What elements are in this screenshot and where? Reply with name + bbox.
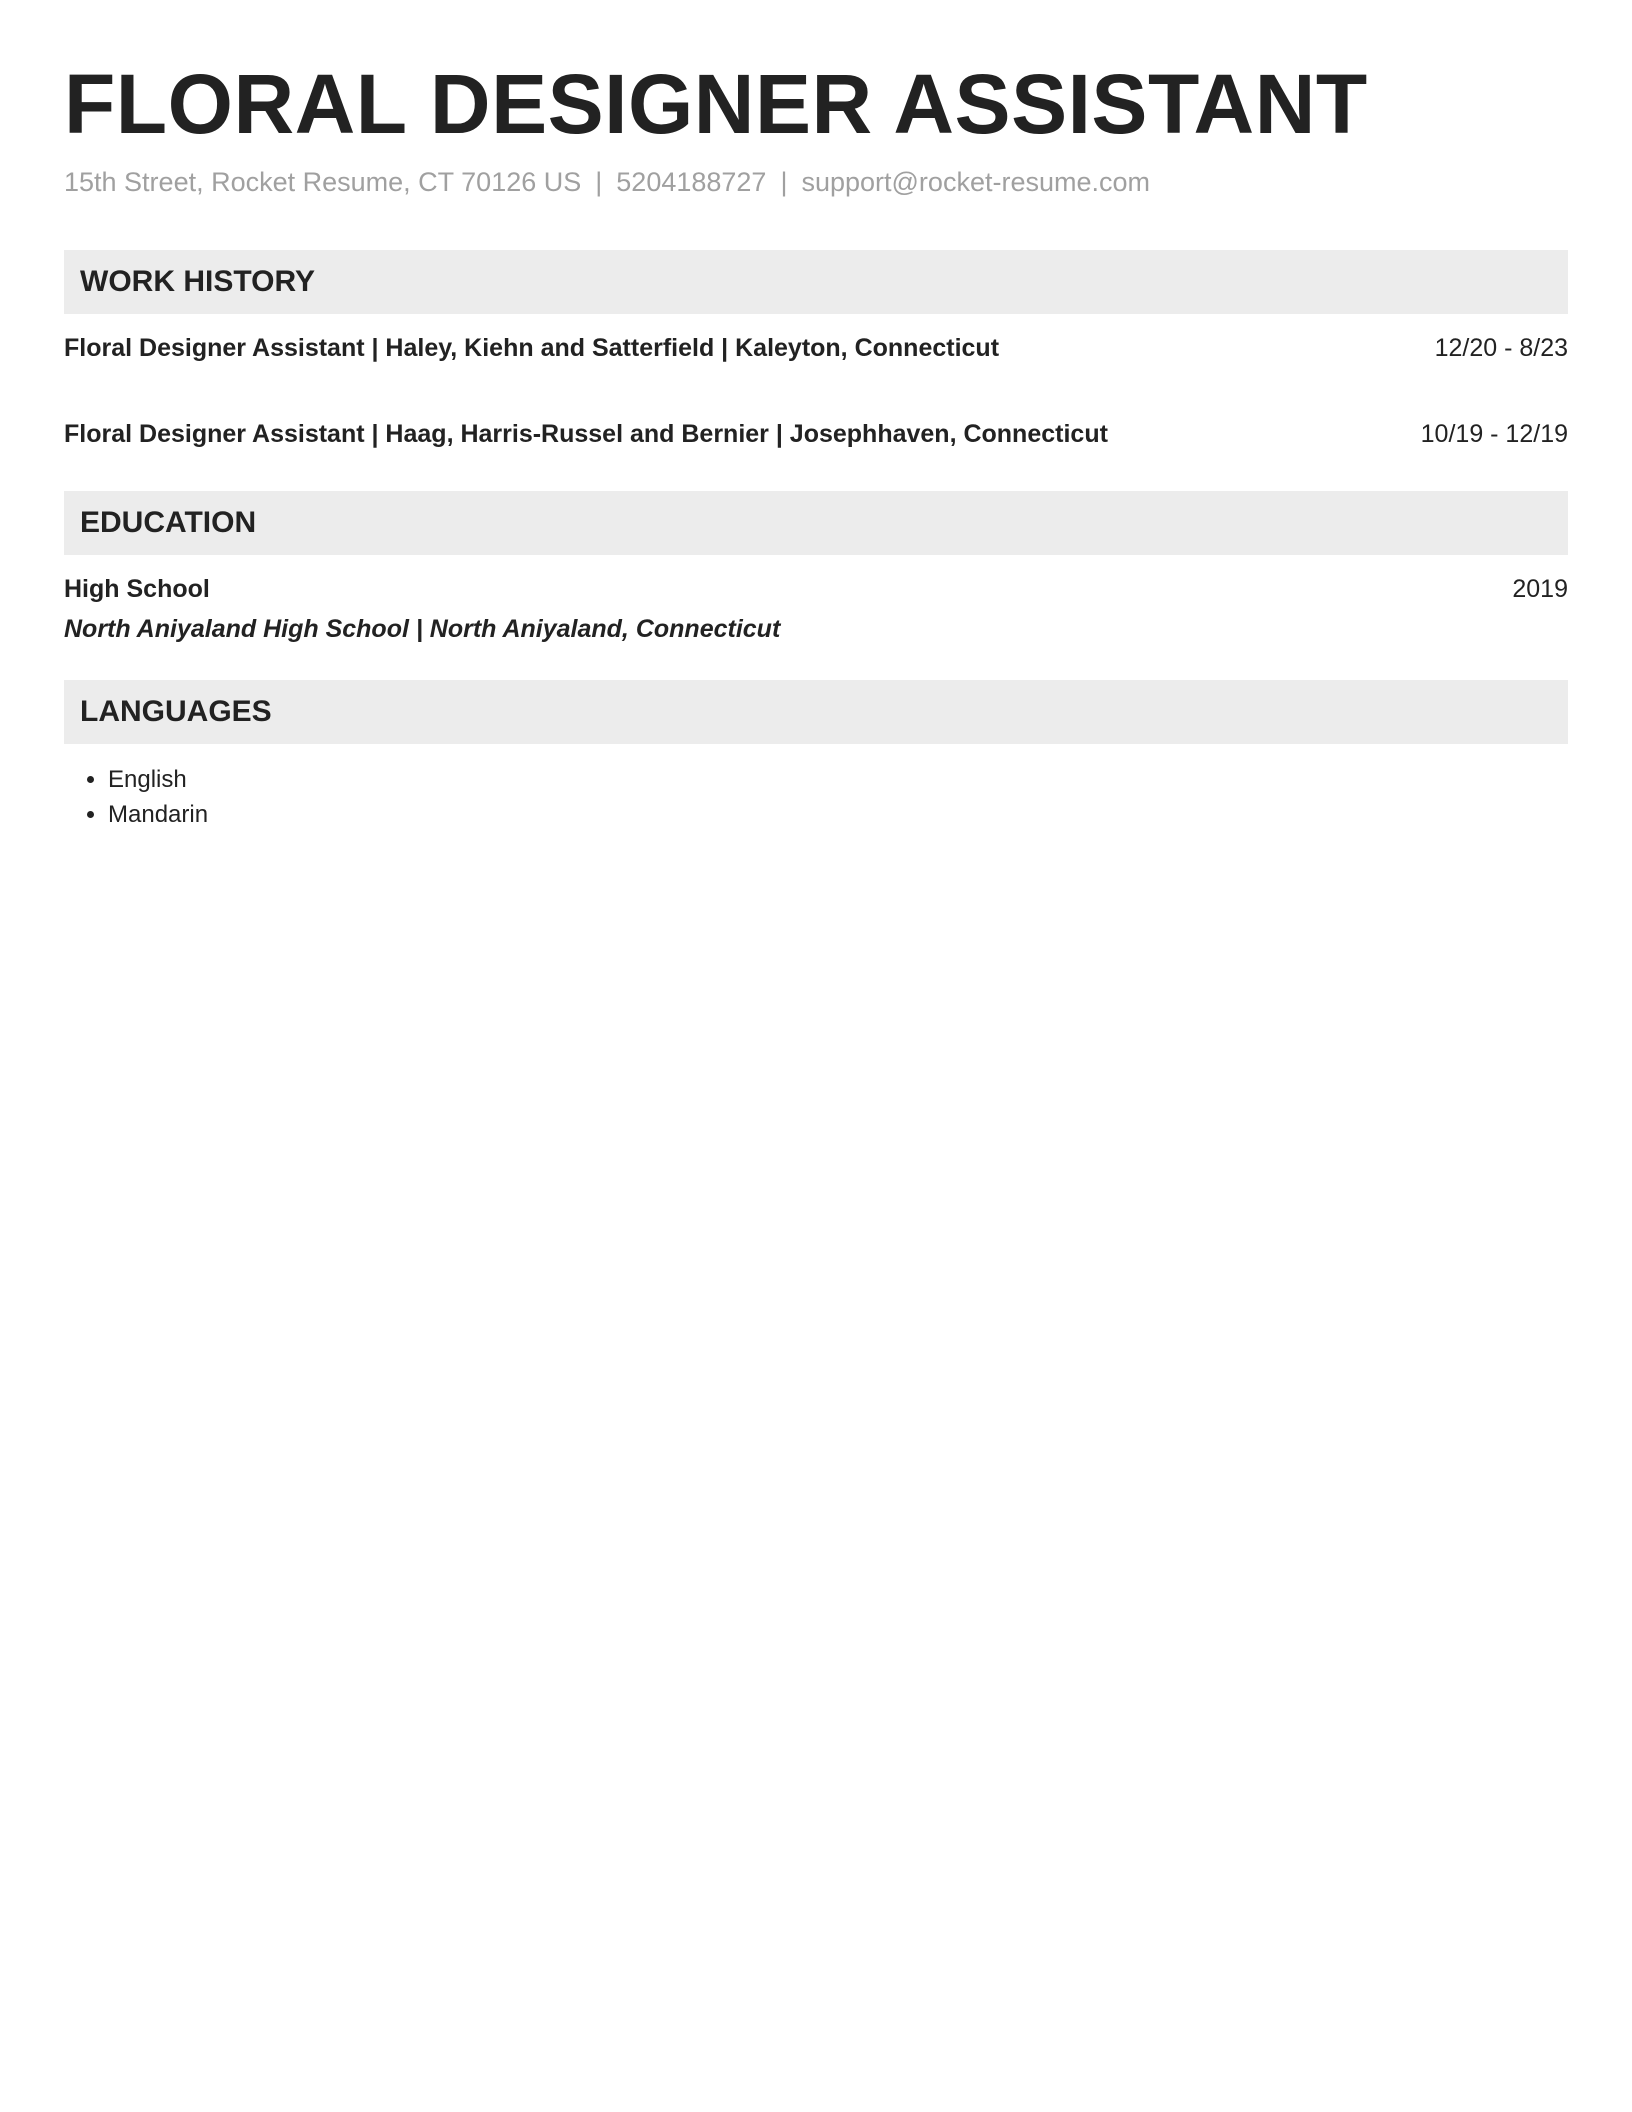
contact-separator: | [780, 166, 788, 197]
job-title: Floral Designer Assistant | Haley, Kiehn and Satterfield | Kaleyton, Connecticut [64, 333, 1000, 362]
job-entry [64, 418, 1568, 451]
section-header-languages: LANGUAGES [64, 680, 1568, 744]
job-entry [64, 332, 1568, 365]
job-title: Floral Designer Assistant | Haag, Harris-Russel and Bernier | Josephhaven, Connecticut [64, 420, 1108, 449]
job-dates: 10/19 - 12/19 [1420, 420, 1568, 449]
section-header-work-history: WORK HISTORY [64, 250, 1568, 314]
language-item: • English [108, 762, 1568, 797]
contact-separator: | [595, 166, 603, 197]
contact-line [64, 165, 1568, 200]
education-year: 2019 [1512, 574, 1568, 603]
languages-list [64, 762, 1568, 832]
section-header-education: EDUCATION [64, 491, 1568, 555]
education-entry [64, 573, 1568, 606]
contact-phone: 5204188727 [616, 166, 767, 197]
language-item: • Mandarin [108, 797, 1568, 832]
resume-title: FLORAL DESIGNER ASSISTANT [64, 57, 1368, 151]
education-degree: High School [64, 574, 210, 603]
job-dates: 12/20 - 8/23 [1434, 333, 1568, 362]
contact-address: 15th Street, Rocket Resume, CT 70126 US [64, 166, 582, 197]
contact-email: support@rocket-resume.com [801, 166, 1150, 197]
education-school: North Aniyaland High School | North Aniyaland, Connecticut [64, 615, 781, 644]
